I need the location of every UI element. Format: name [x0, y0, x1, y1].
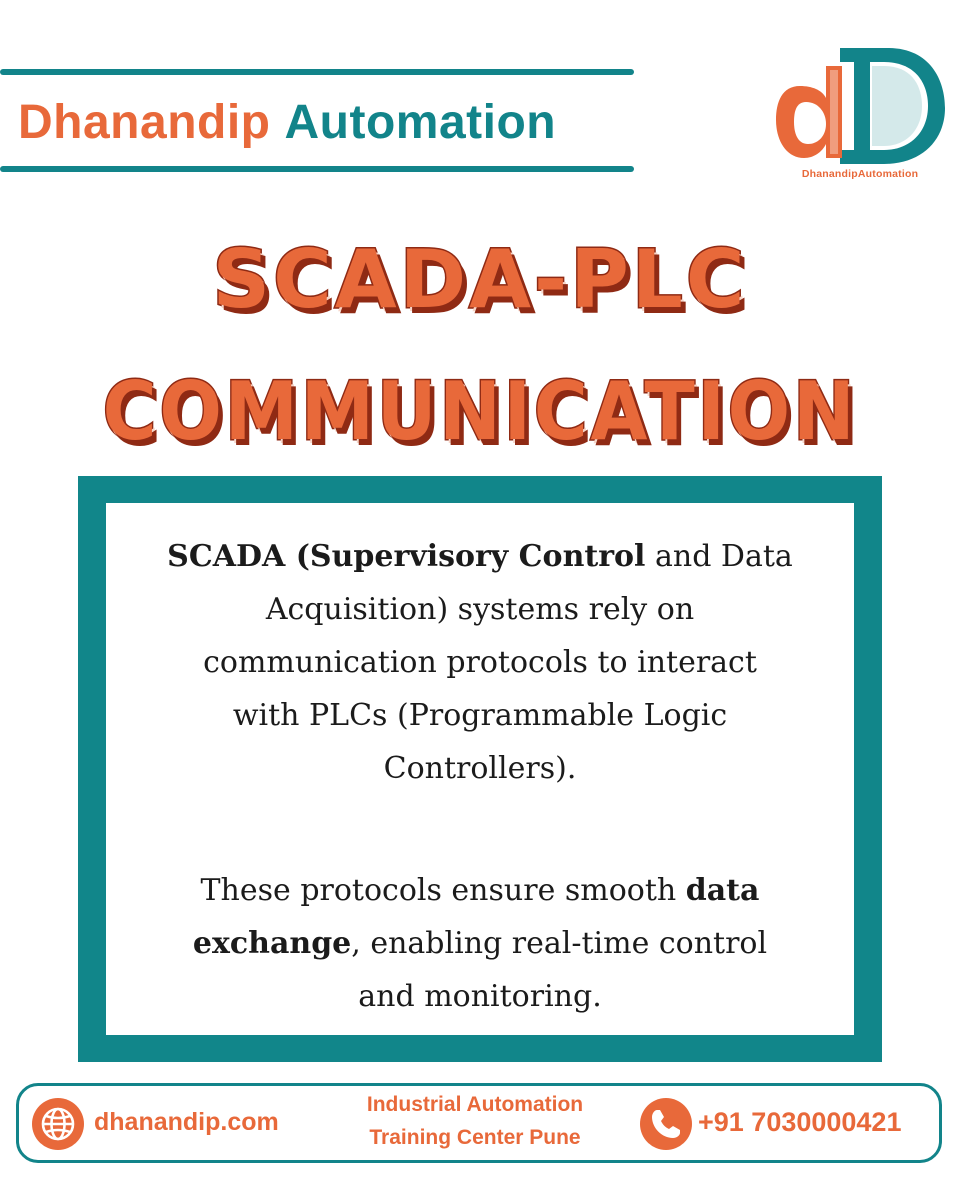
- paragraph-protocols-line-1: [150, 864, 810, 917]
- text-run: , enabling real-time control: [351, 926, 768, 961]
- dd-monogram-logo: [770, 40, 950, 190]
- paragraph-intro-line-2: Acquisition) systems rely on: [265, 592, 695, 627]
- paragraph-intro-line-3: communication protocols to interact: [203, 645, 757, 680]
- paragraph-intro: [150, 530, 810, 795]
- text-run: and Data: [645, 539, 793, 574]
- website-link[interactable]: dhanandip.com: [94, 1108, 279, 1136]
- paragraph-intro-line-4: with PLCs (Programmable Logic: [232, 698, 728, 733]
- phone-number-link[interactable]: +91 7030000421: [698, 1107, 902, 1137]
- paragraph-protocols: [150, 864, 810, 1023]
- text-run: These protocols ensure smooth: [200, 873, 686, 908]
- paragraph-protocols-line-2: [150, 917, 810, 970]
- bold-term-exchange: exchange: [192, 926, 352, 961]
- header-top-rule: [0, 69, 634, 75]
- globe-icon: [32, 1098, 84, 1150]
- title-line-2: COMMUNICATION: [102, 365, 858, 458]
- header-bottom-rule: [0, 166, 634, 172]
- bold-term-scada: SCADA (Supervisory Control: [167, 539, 646, 574]
- phone-icon: [640, 1098, 692, 1150]
- paragraph-intro-line-1: [150, 530, 810, 583]
- bold-term-data: data: [685, 873, 760, 908]
- tagline-line-2: Training Center Pune: [369, 1126, 581, 1149]
- brand-name-part1: Dhanandip: [18, 96, 271, 149]
- logo-caption: DhanandipAutomation: [801, 168, 919, 180]
- brand-name-part2: Automation: [284, 96, 557, 149]
- paragraph-intro-line-5: Controllers).: [383, 751, 577, 786]
- brand-name: [18, 92, 556, 154]
- paragraph-protocols-line-3: and monitoring.: [358, 979, 602, 1014]
- title-line-1: SCADA-PLC: [212, 233, 748, 326]
- logo-graphic: [770, 40, 950, 170]
- tagline-line-1: Industrial Automation: [366, 1093, 584, 1116]
